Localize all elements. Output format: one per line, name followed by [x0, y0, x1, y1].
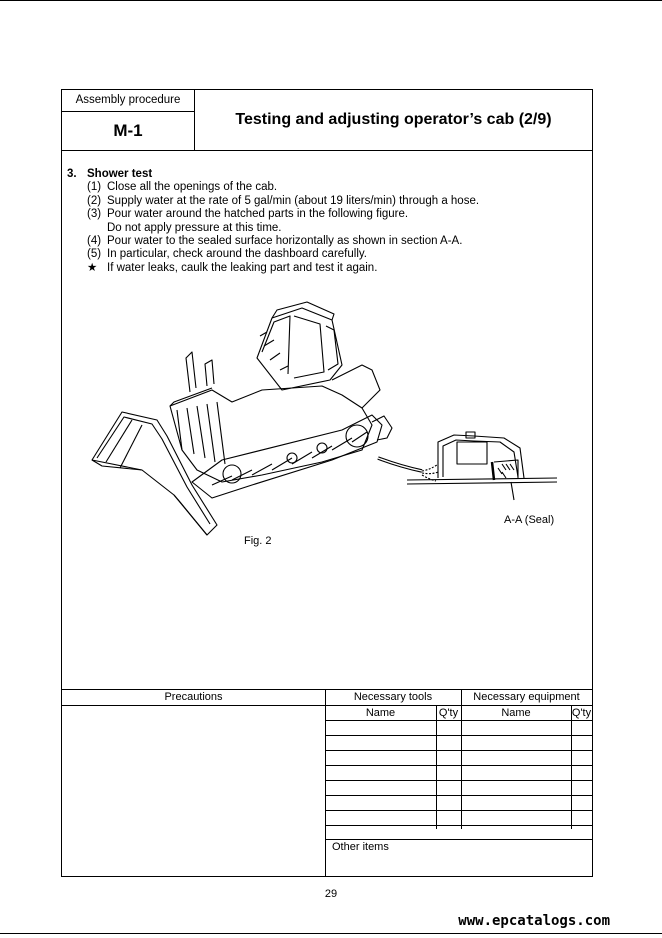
other-items-label: Other items	[332, 841, 389, 853]
tractor-body-illustration	[170, 302, 380, 482]
bottom-border-line	[0, 933, 662, 934]
table-row-line	[325, 765, 592, 766]
page-number: 29	[324, 888, 338, 900]
table-row-line	[325, 795, 592, 796]
table-top-line	[62, 689, 592, 690]
step-text: Do not apply pressure at this time.	[107, 221, 282, 234]
tools-header: Necessary tools	[353, 691, 433, 703]
water-spray-illustration	[422, 465, 438, 481]
procedure-label: Assembly procedure	[62, 90, 194, 112]
equipment-qty-header: Q'ty	[571, 707, 592, 719]
table-row-line	[325, 825, 592, 826]
ripper-illustration	[372, 416, 392, 440]
step-text: Pour water to the sealed surface horizontally as shown in section A-A.	[107, 234, 463, 247]
step-number: (3)	[87, 208, 102, 221]
table-row-line	[325, 750, 592, 751]
step-number: (4)	[87, 234, 102, 247]
blade-illustration	[92, 412, 217, 535]
step-number: (2)	[87, 194, 102, 207]
table-header-line	[62, 705, 592, 706]
table-row-line	[325, 735, 592, 736]
step-number: (1)	[87, 181, 102, 194]
step-text: Supply water at the rate of 5 gal/min (about 19 liters/min) through a hose.	[107, 194, 480, 207]
procedure-sheet	[61, 89, 593, 877]
page-title: Testing and adjusting operator’s cab (2/9)	[235, 111, 552, 128]
step-number: (5)	[87, 248, 102, 261]
section-label: A-A (Seal)	[504, 514, 555, 526]
top-border-line	[0, 0, 662, 1]
seal-section-illustration	[407, 432, 557, 500]
step-text: Close all the openings of the cab.	[107, 181, 278, 194]
table-row-line	[325, 810, 592, 811]
equipment-name-header: Name	[501, 707, 531, 719]
website-link[interactable]: www.epcatalogs.com	[458, 913, 610, 929]
section-number: 3.	[67, 168, 77, 180]
table-row-line	[325, 780, 592, 781]
equipment-header: Necessary equipment	[473, 691, 580, 703]
precautions-header: Precautions	[164, 691, 223, 703]
note-text: If water leaks, caulk the leaking part and test it again.	[107, 261, 378, 274]
step-text: In particular, check around the dashboard carefully.	[107, 248, 367, 261]
step-text: Pour water around the hatched parts in the following figure.	[107, 208, 409, 221]
star-icon: ★	[87, 261, 98, 274]
table-row-line	[325, 720, 592, 721]
bulldozer-figure	[62, 90, 592, 560]
section-heading: Shower test	[87, 168, 153, 180]
tools-name-header: Name	[365, 707, 396, 719]
fig-label: Fig. 2	[244, 535, 272, 547]
procedure-code: M-1	[113, 121, 143, 140]
table-row-line	[325, 839, 592, 840]
tools-qty-header: Q'ty	[438, 707, 459, 719]
